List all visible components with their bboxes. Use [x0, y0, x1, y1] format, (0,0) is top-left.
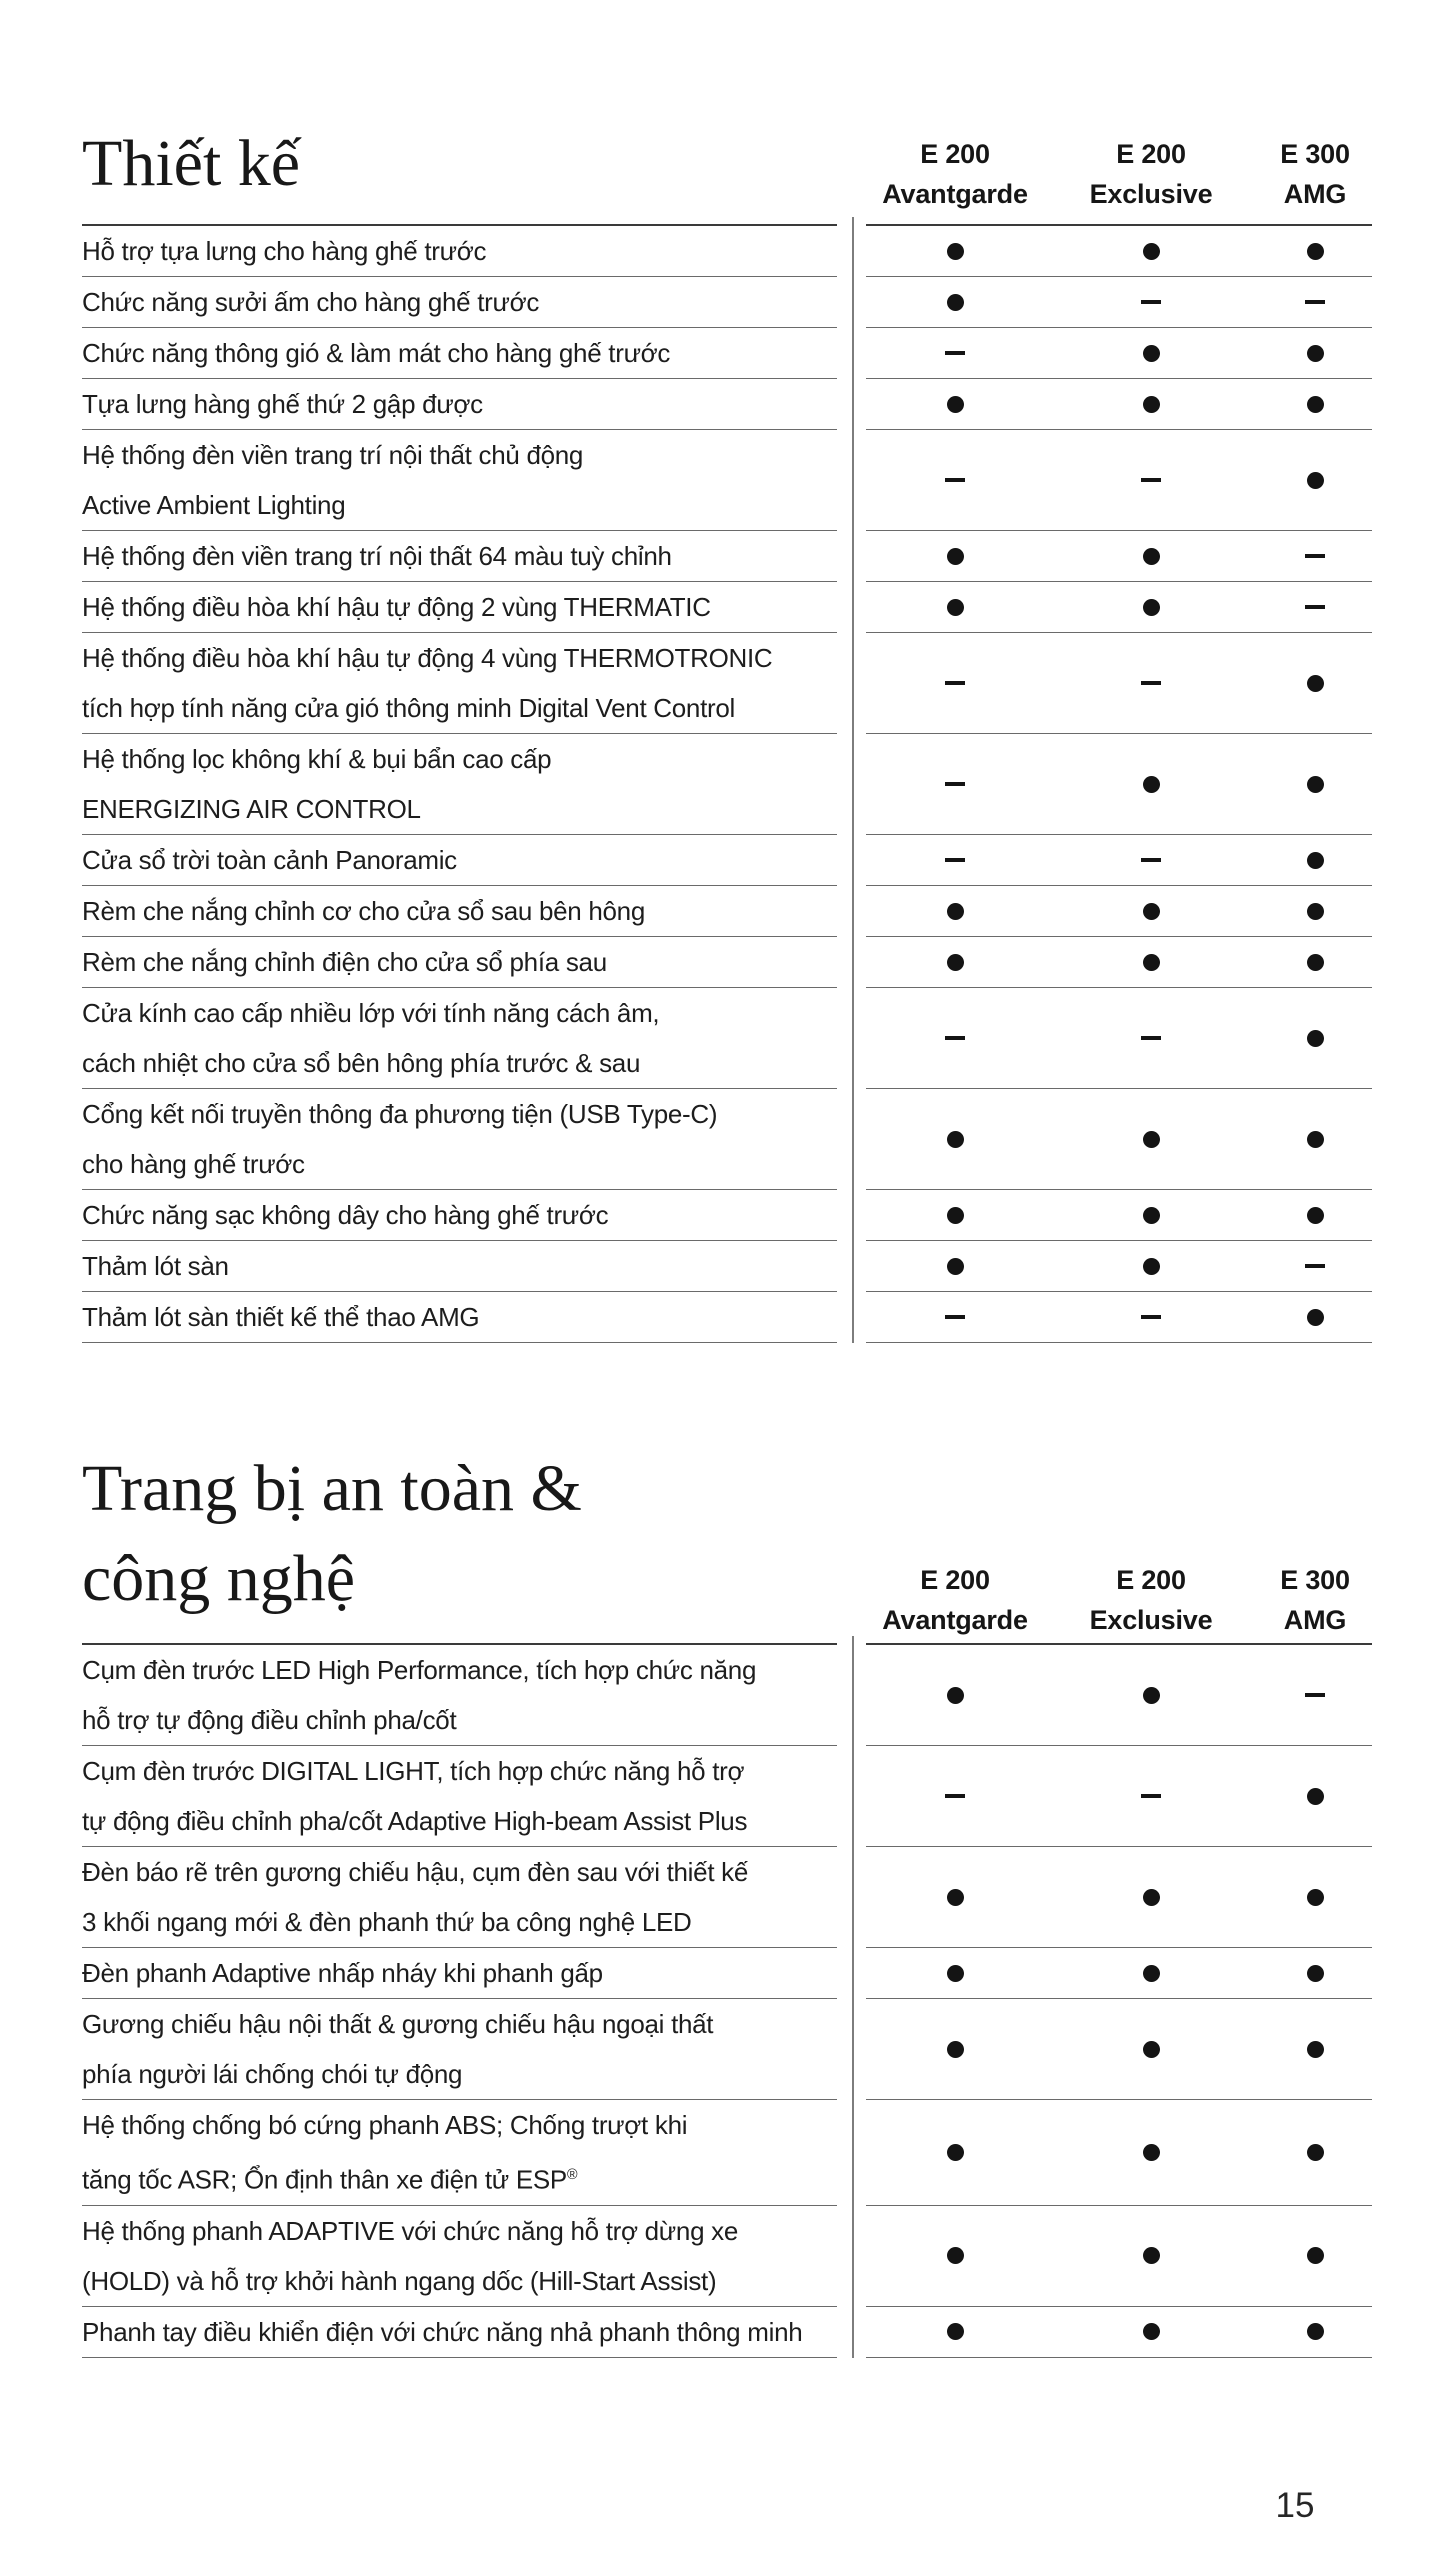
- feature-name-line: Hỗ trợ tựa lưng cho hàng ghế trước: [82, 236, 487, 266]
- available-dot-mark: [1143, 2144, 1160, 2161]
- feature-name: [82, 379, 837, 430]
- column-divider-gap: [837, 1746, 866, 1847]
- available-dot-mark: [1307, 1207, 1324, 1224]
- feature-name-line: Thảm lót sàn thiết kế thể thao AMG: [82, 1302, 480, 1332]
- feature-name-line: Hệ thống đèn viền trang trí nội thất chủ động: [82, 440, 584, 470]
- available-dot-mark: [1307, 1309, 1324, 1326]
- section-title-line: Thiết kế: [82, 127, 301, 200]
- feature-name-line: tăng tốc ASR; Ổn định thân xe điện tử ESP®: [82, 2164, 578, 2195]
- section-title-safety-tech: [82, 1444, 582, 1624]
- availability-cells: [866, 988, 1372, 1089]
- model-column-header: E 200 Avantgarde: [882, 1565, 1028, 1635]
- column-divider-gap: [837, 2307, 866, 2358]
- available-dot-mark: [1143, 903, 1160, 920]
- feature-name-line: ENERGIZING AIR CONTROL: [82, 794, 421, 824]
- not-available-dash-mark: [945, 351, 965, 355]
- column-divider-gap: [837, 2100, 866, 2206]
- not-available-dash-mark: [1305, 300, 1325, 304]
- feature-name: [82, 734, 837, 835]
- not-available-dash-mark: [945, 681, 965, 685]
- section-title-design: [82, 119, 300, 209]
- available-dot-mark: [1307, 243, 1324, 260]
- not-available-dash-mark: [945, 1794, 965, 1798]
- available-dot-mark: [947, 599, 964, 616]
- available-dot-mark: [1307, 776, 1324, 793]
- not-available-dash-mark: [1305, 605, 1325, 609]
- feature-row: [82, 1292, 1372, 1343]
- feature-name-line: Rèm che nắng chỉnh điện cho cửa sổ phía sau: [82, 947, 607, 977]
- feature-name: [82, 2100, 837, 2206]
- feature-name-line: 3 khối ngang mới & đèn phanh thứ ba công nghệ LED: [82, 1907, 692, 1937]
- feature-row: [82, 379, 1372, 430]
- feature-name-line: Hệ thống điều hòa khí hậu tự động 2 vùng THERMATIC: [82, 592, 711, 622]
- section-title-line: công nghệ: [82, 1542, 356, 1615]
- available-dot-mark: [947, 1258, 964, 1275]
- not-available-dash-mark: [945, 1315, 965, 1319]
- availability-cells: [866, 1241, 1372, 1292]
- feature-name-line: tự động điều chỉnh pha/cốt Adaptive High-beam Assist Plus: [82, 1806, 748, 1836]
- feature-row: [82, 328, 1372, 379]
- column-divider-gap: [837, 1847, 866, 1948]
- available-dot-mark: [1143, 1131, 1160, 1148]
- feature-name: [82, 582, 837, 633]
- not-available-dash-mark: [945, 782, 965, 786]
- available-dot-mark: [947, 1889, 964, 1906]
- model-column-header: E 200 Avantgarde: [882, 139, 1028, 209]
- available-dot-mark: [1307, 1889, 1324, 1906]
- feature-name: [82, 2307, 837, 2358]
- not-available-dash-mark: [1141, 1036, 1161, 1040]
- availability-cells: [866, 224, 1372, 277]
- available-dot-mark: [1143, 1965, 1160, 1982]
- design-feature-table: [82, 224, 1372, 1343]
- feature-name: [82, 937, 837, 988]
- availability-cells: [866, 430, 1372, 531]
- availability-cells: [866, 379, 1372, 430]
- feature-name: [82, 988, 837, 1089]
- available-dot-mark: [1307, 1788, 1324, 1805]
- available-dot-mark: [1143, 243, 1160, 260]
- feature-name-line: phía người lái chống chói tự động: [82, 2059, 463, 2089]
- feature-name-line: Cửa kính cao cấp nhiều lớp với tính năng cách âm,: [82, 998, 660, 1028]
- feature-name: [82, 224, 837, 277]
- feature-name: [82, 835, 837, 886]
- available-dot-mark: [947, 1965, 964, 1982]
- model-column-header: E 300 AMG: [1280, 139, 1350, 209]
- feature-name-line: Cụm đèn trước DIGITAL LIGHT, tích hợp chức năng hỗ trợ: [82, 1756, 745, 1786]
- available-dot-mark: [1143, 2247, 1160, 2264]
- feature-name: [82, 531, 837, 582]
- not-available-dash-mark: [1141, 1794, 1161, 1798]
- available-dot-mark: [1143, 776, 1160, 793]
- not-available-dash-mark: [1141, 858, 1161, 862]
- feature-name-line: Tựa lưng hàng ghế thứ 2 gập được: [82, 389, 483, 419]
- availability-cells: [866, 1999, 1372, 2100]
- availability-cells: [866, 633, 1372, 734]
- column-divider-gap: [837, 937, 866, 988]
- available-dot-mark: [1307, 345, 1324, 362]
- available-dot-mark: [947, 954, 964, 971]
- not-available-dash-mark: [1141, 478, 1161, 482]
- available-dot-mark: [947, 396, 964, 413]
- column-divider-gap: [837, 1948, 866, 1999]
- section-title-line: Trang bị an toàn &: [82, 1452, 582, 1525]
- model-column-header: E 200 Exclusive: [1089, 139, 1213, 209]
- feature-name: [82, 1643, 837, 1746]
- feature-name-line: tích hợp tính năng cửa gió thông minh Digital Vent Control: [82, 693, 736, 723]
- availability-cells: [866, 2307, 1372, 2358]
- available-dot-mark: [947, 903, 964, 920]
- feature-row: [82, 1948, 1372, 1999]
- feature-name: [82, 1241, 837, 1292]
- column-divider-gap: [837, 582, 866, 633]
- feature-name: [82, 328, 837, 379]
- feature-name-line: Thảm lót sàn: [82, 1251, 229, 1281]
- available-dot-mark: [1143, 1889, 1160, 1906]
- feature-row: [82, 937, 1372, 988]
- feature-name: [82, 1948, 837, 1999]
- feature-name-line: Active Ambient Lighting: [82, 490, 346, 520]
- feature-name-line: Hệ thống chống bó cứng phanh ABS; Chống trượt khi: [82, 2110, 688, 2140]
- column-divider-gap: [837, 988, 866, 1089]
- feature-name-line: Đèn phanh Adaptive nhấp nháy khi phanh gấp: [82, 1958, 603, 1988]
- feature-name: [82, 1089, 837, 1190]
- column-divider-gap: [837, 430, 866, 531]
- availability-cells: [866, 1190, 1372, 1241]
- not-available-dash-mark: [1305, 554, 1325, 558]
- available-dot-mark: [1307, 2323, 1324, 2340]
- feature-name: [82, 2206, 837, 2307]
- column-divider-gap: [837, 835, 866, 886]
- available-dot-mark: [1307, 1131, 1324, 1148]
- feature-name-line: cho hàng ghế trước: [82, 1149, 305, 1179]
- availability-cells: [866, 2206, 1372, 2307]
- feature-name-line: Rèm che nắng chỉnh cơ cho cửa sổ sau bên hông: [82, 896, 645, 926]
- available-dot-mark: [1307, 396, 1324, 413]
- availability-cells: [866, 328, 1372, 379]
- feature-row: [82, 2307, 1372, 2358]
- column-divider-gap: [837, 1643, 866, 1746]
- page-number: 15: [1275, 2486, 1315, 2525]
- model-column-headers: [866, 1560, 1372, 1640]
- feature-row: [82, 224, 1372, 277]
- feature-row: [82, 1190, 1372, 1241]
- not-available-dash-mark: [1141, 300, 1161, 304]
- availability-cells: [866, 734, 1372, 835]
- feature-name: [82, 1847, 837, 1948]
- feature-row: [82, 734, 1372, 835]
- feature-row: [82, 2206, 1372, 2307]
- available-dot-mark: [947, 294, 964, 311]
- availability-cells: [866, 1746, 1372, 1847]
- feature-name-line: Gương chiếu hậu nội thất & gương chiếu hậu ngoại thất: [82, 2009, 714, 2039]
- feature-name-line: cách nhiệt cho cửa sổ bên hông phía trước & sau: [82, 1048, 641, 1078]
- feature-name: [82, 277, 837, 328]
- feature-name-line: Chức năng sạc không dây cho hàng ghế trước: [82, 1200, 609, 1230]
- column-divider-gap: [837, 531, 866, 582]
- available-dot-mark: [1307, 954, 1324, 971]
- available-dot-mark: [947, 2247, 964, 2264]
- availability-cells: [866, 1847, 1372, 1948]
- feature-row: [82, 430, 1372, 531]
- feature-row: [82, 277, 1372, 328]
- availability-cells: [866, 937, 1372, 988]
- available-dot-mark: [1143, 1258, 1160, 1275]
- available-dot-mark: [1143, 954, 1160, 971]
- feature-name-line: Hệ thống lọc không khí & bụi bẩn cao cấp: [82, 744, 552, 774]
- feature-name-line: Chức năng thông gió & làm mát cho hàng ghế trước: [82, 338, 671, 368]
- availability-cells: [866, 277, 1372, 328]
- feature-name-line: Cửa sổ trời toàn cảnh Panoramic: [82, 845, 457, 875]
- column-divider-gap: [837, 734, 866, 835]
- feature-row: [82, 531, 1372, 582]
- feature-name-line: (HOLD) và hỗ trợ khởi hành ngang dốc (Hill-Start Assist): [82, 2265, 717, 2296]
- availability-cells: [866, 1948, 1372, 1999]
- availability-cells: [866, 582, 1372, 633]
- available-dot-mark: [947, 2041, 964, 2058]
- available-dot-mark: [947, 243, 964, 260]
- available-dot-mark: [1307, 852, 1324, 869]
- availability-cells: [866, 835, 1372, 886]
- feature-name: [82, 1746, 837, 1847]
- column-divider-gap: [837, 328, 866, 379]
- safety-tech-feature-table: [82, 1643, 1372, 2358]
- available-dot-mark: [947, 1131, 964, 1148]
- feature-name: [82, 886, 837, 937]
- feature-row: [82, 582, 1372, 633]
- feature-row: [82, 1999, 1372, 2100]
- feature-row: [82, 1847, 1372, 1948]
- available-dot-mark: [1143, 599, 1160, 616]
- column-divider-gap: [837, 886, 866, 937]
- not-available-dash-mark: [1141, 1315, 1161, 1319]
- available-dot-mark: [1143, 2041, 1160, 2058]
- available-dot-mark: [1143, 345, 1160, 362]
- available-dot-mark: [1307, 472, 1324, 489]
- available-dot-mark: [1307, 2144, 1324, 2161]
- available-dot-mark: [1307, 1965, 1324, 1982]
- feature-row: [82, 1089, 1372, 1190]
- available-dot-mark: [1143, 1207, 1160, 1224]
- column-divider-gap: [837, 1999, 866, 2100]
- available-dot-mark: [1143, 2323, 1160, 2340]
- not-available-dash-mark: [1141, 681, 1161, 685]
- feature-name: [82, 1190, 837, 1241]
- not-available-dash-mark: [945, 858, 965, 862]
- not-available-dash-mark: [945, 478, 965, 482]
- available-dot-mark: [947, 2144, 964, 2161]
- feature-row: [82, 886, 1372, 937]
- available-dot-mark: [1307, 903, 1324, 920]
- feature-name-line: Hệ thống phanh ADAPTIVE với chức năng hỗ trợ dừng xe: [82, 2215, 739, 2246]
- feature-row: [82, 988, 1372, 1089]
- feature-name-line: Chức năng sưởi ấm cho hàng ghế trước: [82, 287, 540, 317]
- feature-row: [82, 2100, 1372, 2206]
- availability-cells: [866, 886, 1372, 937]
- availability-cells: [866, 1089, 1372, 1190]
- not-available-dash-mark: [1305, 1264, 1325, 1268]
- availability-cells: [866, 1643, 1372, 1746]
- column-divider-gap: [837, 1292, 866, 1343]
- model-column-headers: [866, 134, 1372, 214]
- available-dot-mark: [1143, 396, 1160, 413]
- feature-name-line: Hệ thống điều hòa khí hậu tự động 4 vùng THERMOTRONIC: [82, 643, 773, 673]
- feature-name-line: Cụm đèn trước LED High Performance, tích hợp chức năng: [82, 1655, 757, 1685]
- feature-name: [82, 1999, 837, 2100]
- available-dot-mark: [1307, 1030, 1324, 1047]
- column-divider-gap: [837, 224, 866, 277]
- column-divider-gap: [837, 379, 866, 430]
- feature-row: [82, 1643, 1372, 1746]
- feature-name: [82, 633, 837, 734]
- column-divider-gap: [837, 1089, 866, 1190]
- not-available-dash-mark: [945, 1036, 965, 1040]
- column-divider-gap: [837, 1241, 866, 1292]
- available-dot-mark: [1307, 675, 1324, 692]
- feature-row: [82, 1241, 1372, 1292]
- column-divider-gap: [837, 633, 866, 734]
- available-dot-mark: [947, 1207, 964, 1224]
- feature-name: [82, 1292, 837, 1343]
- available-dot-mark: [947, 1687, 964, 1704]
- not-available-dash-mark: [1305, 1693, 1325, 1697]
- availability-cells: [866, 531, 1372, 582]
- feature-name: [82, 430, 837, 531]
- feature-row: [82, 633, 1372, 734]
- available-dot-mark: [1307, 2247, 1324, 2264]
- feature-name-line: Phanh tay điều khiển điện với chức năng nhả phanh thông minh: [82, 2316, 803, 2347]
- available-dot-mark: [1143, 548, 1160, 565]
- model-column-header: E 200 Exclusive: [1089, 1565, 1213, 1635]
- feature-name-line: Hệ thống đèn viền trang trí nội thất 64 màu tuỳ chỉnh: [82, 541, 672, 571]
- model-column-header: E 300 AMG: [1280, 1565, 1350, 1635]
- feature-name-line: Cổng kết nối truyền thông đa phương tiện (USB Type-C): [82, 1099, 718, 1129]
- available-dot-mark: [947, 2323, 964, 2340]
- availability-cells: [866, 2100, 1372, 2206]
- column-divider-gap: [837, 1190, 866, 1241]
- available-dot-mark: [1307, 2041, 1324, 2058]
- feature-name-line: hỗ trợ tự động điều chỉnh pha/cốt: [82, 1705, 457, 1735]
- feature-name-line: Đèn báo rẽ trên gương chiếu hậu, cụm đèn sau với thiết kế: [82, 1857, 749, 1887]
- availability-cells: [866, 1292, 1372, 1343]
- available-dot-mark: [947, 548, 964, 565]
- column-divider-gap: [837, 277, 866, 328]
- column-divider-gap: [837, 2206, 866, 2307]
- available-dot-mark: [1143, 1687, 1160, 1704]
- feature-row: [82, 835, 1372, 886]
- feature-row: [82, 1746, 1372, 1847]
